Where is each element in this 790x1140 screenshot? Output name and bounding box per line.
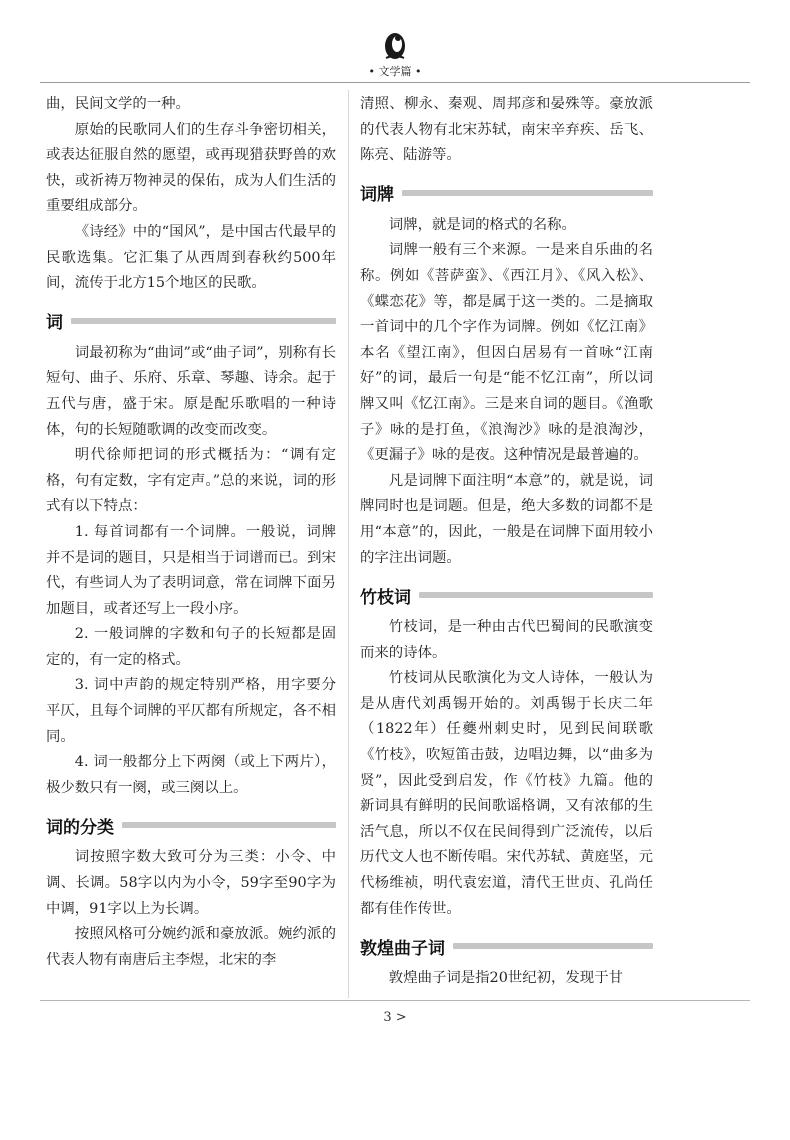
page-number: 3 > [383,1010,407,1025]
paragraph: 凡是词牌下面注明“本意”的，就是说，词牌同时也是词题。但是，绝大多数的词都不是用“本意”的，因此，一般是在词牌下面用较小的字注出词题。 [360,472,653,566]
section-heading-dunhuang [360,926,653,966]
heading-bar [453,943,653,949]
heading-bar [402,190,653,196]
paragraph: 2. 一般词牌的字数和句子的长短都是固定的，有一定的格式。 [46,626,336,668]
header-rule [40,82,750,83]
paragraph: 词按照字数大致可分为三类：小令、中调、长调。58字以内为小令，59字至90字为中调，91字以上为长调。 [46,849,336,917]
heading-bar [71,318,336,324]
paragraph: 《诗经》中的“国风”，是中国古代最早的民歌选集。它汇集了从西周到春秋约500年间，流传于北方15个地区的民歌。 [46,223,336,292]
left-column [46,92,336,973]
section-heading-cipai [360,173,653,213]
footer-rule [40,1000,750,1001]
section-heading-zhuzhici [360,575,653,615]
paragraph: 曲，民间文学的一种。 [46,96,190,112]
column-divider [348,90,349,998]
paragraph: 1. 每首词都有一个词牌。一般说，词牌并不是词的题目，只是相当于词谱而已。到宋代，有些词人为了表明词意，常在词牌下面另加题目，或者还写上一段小序。 [46,523,336,617]
paragraph: 词牌，就是词的格式的名称。 [388,216,576,233]
heading-text: 词的分类 [46,817,114,838]
paragraph: 3. 词中声韵的规定特别严格，用字要分平仄，且每个词牌的平仄都有所规定，各不相同。 [46,677,336,745]
heading-bar [419,592,653,598]
heading-text: 敦煌曲子词 [360,938,445,959]
paragraph: 竹枝词从民歌演化为文人诗体，一般认为是从唐代刘禹锡开始的。刘禹锡于长庆二年（1822年）任夔州刺史时，见到民间联歌《竹枝》，吹短笛击鼓，边唱边舞，以“曲多为贤”，因此受到启发，作《竹枝》九篇。他的新词具有鲜明的民间歌谣格调，又有浓郁的生活气息，所以不仅在民间得到广泛流传，以后历代文人也不断传唱。宋代苏轼、黄庭坚，元代杨维祯，明代袁宏道，清代王世贞、孔尚任都有佳作传世。 [360,670,653,917]
paragraph: 按照风格可分婉约派和豪放派。婉约派的代表人物有南唐后主李煜，北宋的李 [46,926,336,968]
heading-text: 词牌 [360,185,394,206]
paragraph: 词最初称为“曲词”或“曲子词”，别称有长短句、曲子、乐府、乐章、琴趣、诗余。起于五代与唐，盛于宋。原是配乐歌唱的一种诗体，句的长短随歌调的改变而改变。 [46,344,336,438]
heading-text: 词 [46,313,63,334]
heading-bar [122,822,336,828]
paragraph: 清照、柳永、秦观、周邦彦和晏殊等。豪放派的代表人物有北宋苏轼，南宋辛弃疾、岳飞、陈亮、陆游等。 [360,96,653,164]
paragraph: 竹枝词，是一种由古代巴蜀间的民歌演变而来的诗体。 [360,619,653,661]
section-heading-ci [46,301,336,341]
paragraph: 明代徐师把词的形式概括为：“调有定格，句有定数，字有定声。”总的来说，词的形式有以下特点： [46,447,336,515]
section-label: • 文学篇 • [368,65,422,78]
section-heading-ci-classification [46,805,336,845]
ink-figure-logo-icon [380,28,410,62]
right-column [360,92,653,992]
page-header [0,0,790,90]
heading-text: 竹枝词 [360,587,411,608]
paragraph: 敦煌曲子词是指20世纪初，发现于甘 [388,970,623,987]
paragraph: 原始的民歌同人们的生存斗争密切相关，或表达征服自然的愿望，或再现猎获野兽的欢快，或祈祷万物神灵的保佑，成为人们生活的重要组成部分。 [46,121,336,215]
paragraph: 4. 词一般都分上下两阕（或上下两片），极少数只有一阕，或三阕以上。 [46,754,336,796]
paragraph: 词牌一般有三个来源。一是来自乐曲的名称。例如《菩萨蛮》、《西江月》、《风入松》、《蝶恋花》等，都是属于这一类的。二是摘取一首词中的几个字作为词牌。例如《忆江南》本名《望江南》，但因白居易有一首咏“江南好”的词，最后一句是“能不忆江南”，所以词牌又叫《忆江南》。三是来自词的题目。《渔歌子》咏的是打鱼，《浪淘沙》咏的是浪淘沙，《更漏子》咏的是夜。这种情况是最普遍的。 [360,242,653,464]
